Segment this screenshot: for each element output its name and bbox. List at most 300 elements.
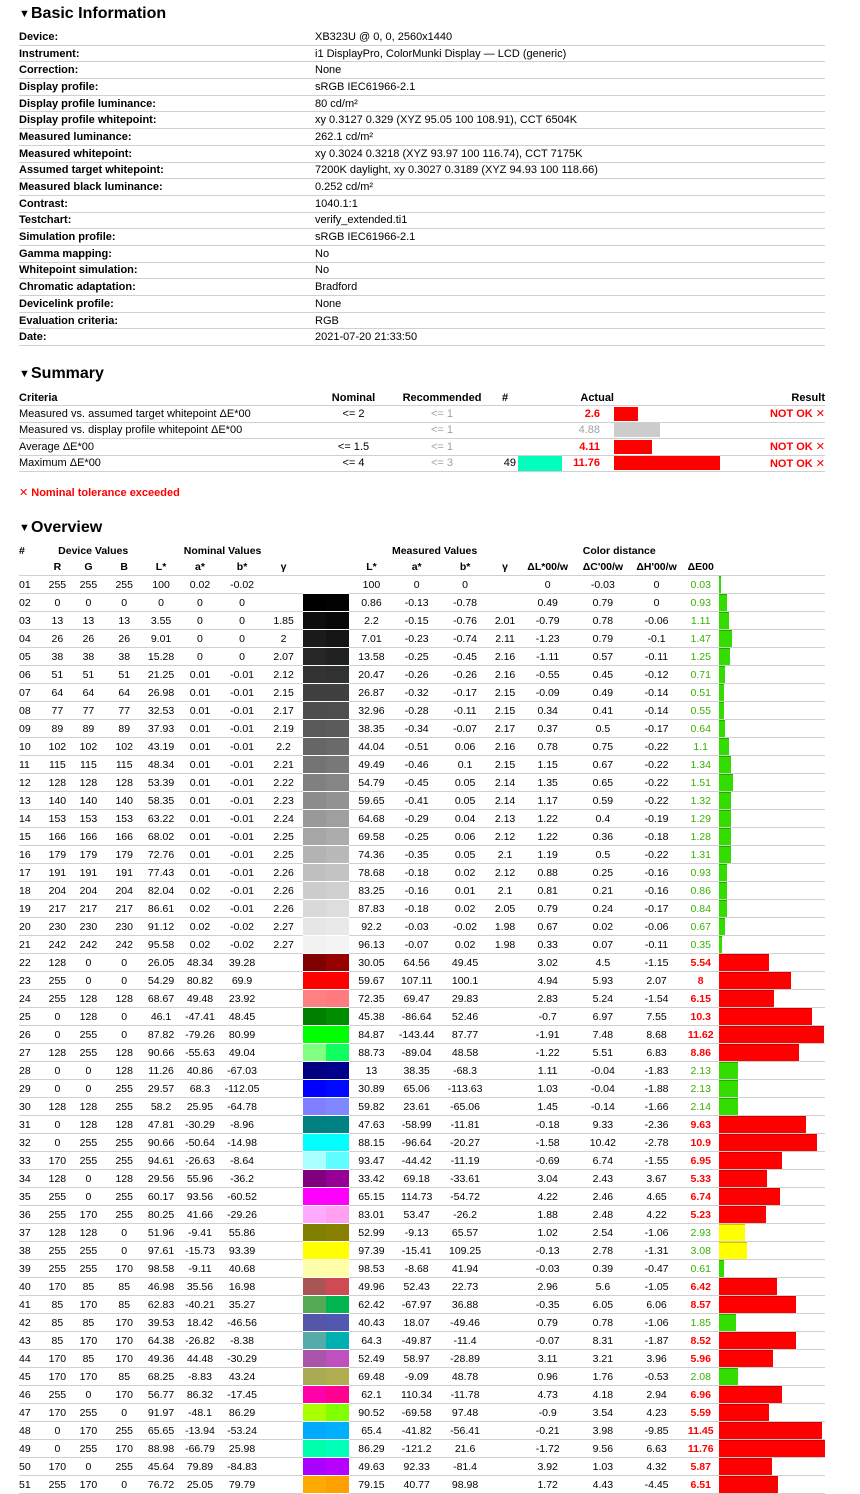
measured-gamma — [490, 1476, 519, 1494]
nominal-b: 39.28 — [220, 954, 264, 972]
criteria-cell: Maximum ΔE*00 — [19, 455, 315, 472]
measured-b: -0.02 — [440, 918, 491, 936]
overview-row — [19, 1152, 825, 1170]
delta-e: 11.62 — [683, 1026, 719, 1044]
delta-e-bar-cell — [719, 1026, 825, 1044]
color-swatch — [303, 576, 349, 594]
device-g: 0 — [71, 1170, 107, 1188]
row-number: 12 — [19, 774, 44, 792]
nominal-gamma — [264, 954, 303, 972]
delta-h: -0.06 — [630, 918, 683, 936]
delta-e-bar — [719, 810, 731, 827]
color-swatch — [303, 594, 349, 612]
collapse-triangle-icon[interactable]: ▼ — [19, 522, 30, 534]
measured-swatch — [326, 1008, 349, 1025]
nominal-swatch — [303, 702, 326, 719]
collapse-triangle-icon[interactable]: ▼ — [19, 8, 30, 20]
nominal-gamma — [264, 1224, 303, 1242]
delta-e-bar-cell — [719, 702, 825, 720]
color-swatch — [303, 1296, 349, 1314]
info-row — [19, 112, 825, 129]
delta-l: 0.79 — [520, 900, 576, 918]
nominal-swatch — [303, 792, 326, 809]
nominal-l: 95.58 — [142, 936, 180, 954]
delta-e-bar-cell — [719, 1386, 825, 1404]
result-cell: NOT OK ✕ — [724, 406, 825, 423]
measured-a: -44.42 — [394, 1152, 440, 1170]
delta-e-bar-cell — [719, 576, 825, 594]
device-r: 0 — [44, 594, 70, 612]
color-swatch — [303, 1458, 349, 1476]
device-g: 255 — [71, 1260, 107, 1278]
measured-l: 49.96 — [349, 1278, 393, 1296]
delta-e-bar — [719, 1062, 738, 1079]
device-r: 170 — [44, 1368, 70, 1386]
nominal-gamma — [264, 1476, 303, 1494]
actual-bar — [614, 423, 660, 437]
color-swatch — [303, 936, 349, 954]
nominal-gamma: 2.07 — [264, 648, 303, 666]
nominal-b: 0 — [220, 594, 264, 612]
delta-e-bar — [719, 1314, 736, 1331]
overview-row — [19, 1458, 825, 1476]
measured-gamma — [490, 1188, 519, 1206]
measured-gamma: 2.16 — [490, 648, 519, 666]
measured-b: -49.46 — [440, 1314, 491, 1332]
delta-e: 1.47 — [683, 630, 719, 648]
delta-e-bar — [719, 1422, 822, 1439]
nominal-swatch — [303, 1044, 326, 1061]
delta-l: -1.58 — [520, 1134, 576, 1152]
delta-c: 0.36 — [576, 828, 631, 846]
measured-a: 0 — [394, 576, 440, 594]
overview-row — [19, 936, 825, 954]
color-swatch — [303, 1476, 349, 1494]
nominal-swatch — [303, 756, 326, 773]
nominal-a: 25.05 — [180, 1476, 220, 1494]
nominal-l: 100 — [142, 576, 180, 594]
bar-header — [614, 390, 724, 406]
nominal-a: 55.96 — [180, 1170, 220, 1188]
device-b: 0 — [106, 1242, 142, 1260]
result-cell: NOT OK ✕ — [724, 455, 825, 472]
blank-header — [19, 559, 44, 576]
measured-l: 47.63 — [349, 1116, 393, 1134]
recommended-cell: <= 1 — [392, 422, 492, 439]
delta-h: -1.54 — [630, 990, 683, 1008]
nominal-l: 86.61 — [142, 900, 180, 918]
color-swatch — [303, 1206, 349, 1224]
overview-sub-header-row — [19, 559, 825, 576]
nominal-a: 0.01 — [180, 774, 220, 792]
delta-l: 1.22 — [520, 828, 576, 846]
delta-h: 8.68 — [630, 1026, 683, 1044]
delta-c: 0.78 — [576, 1314, 631, 1332]
measured-gamma — [490, 1026, 519, 1044]
overview-row — [19, 1440, 825, 1458]
nominal-gamma: 2.23 — [264, 792, 303, 810]
measured-l: 0.86 — [349, 594, 393, 612]
color-swatch — [303, 1188, 349, 1206]
measured-b: -28.89 — [440, 1350, 491, 1368]
info-label: Simulation profile: — [19, 229, 315, 246]
nominal-swatch — [303, 954, 326, 971]
row-number: 39 — [19, 1260, 44, 1278]
delta-c: 7.48 — [576, 1026, 631, 1044]
color-swatch — [303, 1440, 349, 1458]
measured-b: 0.05 — [440, 774, 491, 792]
measured-swatch — [326, 936, 349, 953]
device-r: 166 — [44, 828, 70, 846]
delta-e: 6.15 — [683, 990, 719, 1008]
nominal-gamma — [264, 1008, 303, 1026]
device-b: 0 — [106, 594, 142, 612]
delta-l: -1.11 — [520, 648, 576, 666]
delta-e-bar — [719, 1440, 825, 1457]
delta-c: -0.03 — [576, 576, 631, 594]
nominal-swatch — [303, 1170, 326, 1187]
delta-e-bar-cell — [719, 756, 825, 774]
device-r: 0 — [44, 1440, 70, 1458]
row-number: 24 — [19, 990, 44, 1008]
sub-header: a* — [394, 559, 440, 576]
nominal-b: 55.86 — [220, 1224, 264, 1242]
nominal-a: 0.01 — [180, 828, 220, 846]
nominal-a: 41.66 — [180, 1206, 220, 1224]
device-g: 170 — [71, 1476, 107, 1494]
device-b: 85 — [106, 1278, 142, 1296]
delta-e-bar — [719, 1170, 767, 1187]
criteria-cell: Measured vs. display profile whitepoint ΔE*00 — [19, 422, 315, 439]
delta-e: 10.9 — [683, 1134, 719, 1152]
collapse-triangle-icon[interactable]: ▼ — [19, 368, 30, 380]
delta-l: 2.96 — [520, 1278, 576, 1296]
delta-h: -9.85 — [630, 1422, 683, 1440]
overview-row — [19, 630, 825, 648]
delta-h: -0.12 — [630, 666, 683, 684]
measured-gamma: 2.16 — [490, 666, 519, 684]
delta-e: 0.93 — [683, 594, 719, 612]
device-b: 13 — [106, 612, 142, 630]
device-r: 128 — [44, 774, 70, 792]
nominal-b: -14.98 — [220, 1134, 264, 1152]
delta-l: -1.23 — [520, 630, 576, 648]
color-swatch — [303, 1332, 349, 1350]
nominal-a: 0.01 — [180, 810, 220, 828]
measured-a: 38.35 — [394, 1062, 440, 1080]
nominal-a: 0.01 — [180, 792, 220, 810]
device-r: 64 — [44, 684, 70, 702]
device-r: 0 — [44, 1080, 70, 1098]
sub-header: ΔH'00/w — [630, 559, 683, 576]
measured-b: 21.6 — [440, 1440, 491, 1458]
nominal-l: 29.57 — [142, 1080, 180, 1098]
device-b: 170 — [106, 1314, 142, 1332]
measured-a: 18.07 — [394, 1314, 440, 1332]
sub-header: ΔL*00/w — [520, 559, 576, 576]
measured-swatch — [326, 576, 349, 593]
delta-h: -0.17 — [630, 720, 683, 738]
delta-e-bar — [719, 882, 727, 899]
overview-row — [19, 792, 825, 810]
nominal-l: 60.17 — [142, 1188, 180, 1206]
delta-e-bar-cell — [719, 666, 825, 684]
delta-e-bar-cell — [719, 954, 825, 972]
delta-e-bar-cell — [719, 1044, 825, 1062]
measured-a: -89.04 — [394, 1044, 440, 1062]
measured-swatch — [326, 1170, 349, 1187]
color-swatch — [303, 1314, 349, 1332]
nominal-l: 63.22 — [142, 810, 180, 828]
device-g: 217 — [71, 900, 107, 918]
nominal-header: Nominal — [315, 390, 392, 406]
device-g: 128 — [71, 1116, 107, 1134]
delta-h: -0.22 — [630, 738, 683, 756]
actual-bar — [614, 456, 720, 470]
delta-e: 8 — [683, 972, 719, 990]
nominal-a: 0.02 — [180, 918, 220, 936]
overview-row — [19, 900, 825, 918]
nominal-a: -30.29 — [180, 1116, 220, 1134]
count-cell — [492, 406, 518, 423]
delta-c: 0.57 — [576, 648, 631, 666]
measured-swatch — [326, 1044, 349, 1061]
measured-a: -0.25 — [394, 828, 440, 846]
measured-b: 49.45 — [440, 954, 491, 972]
device-b: 255 — [106, 1422, 142, 1440]
measured-gamma: 2.13 — [490, 810, 519, 828]
nominal-gamma: 2.26 — [264, 864, 303, 882]
nominal-swatch — [303, 612, 326, 629]
delta-e: 1.34 — [683, 756, 719, 774]
delta-e-bar-cell — [719, 1440, 825, 1458]
overview-heading[interactable] — [19, 518, 102, 538]
nominal-gamma — [264, 1098, 303, 1116]
device-b: 0 — [106, 1476, 142, 1494]
nominal-swatch — [303, 684, 326, 701]
nominal-l: 9.01 — [142, 630, 180, 648]
delta-l: 4.22 — [520, 1188, 576, 1206]
delta-h: 4.23 — [630, 1404, 683, 1422]
info-value: 0.252 cd/m² — [315, 179, 825, 196]
nominal-l: 51.96 — [142, 1224, 180, 1242]
delta-h: 6.63 — [630, 1440, 683, 1458]
info-value: None — [315, 296, 825, 313]
measured-b: -81.4 — [440, 1458, 491, 1476]
nominal-swatch — [303, 1152, 326, 1169]
measured-gamma: 2.11 — [490, 630, 519, 648]
measured-l: 40.43 — [349, 1314, 393, 1332]
measured-b: -54.72 — [440, 1188, 491, 1206]
measured-swatch — [326, 1314, 349, 1331]
measured-b: -56.41 — [440, 1422, 491, 1440]
nominal-a: 0 — [180, 648, 220, 666]
device-b: 102 — [106, 738, 142, 756]
delta-c: 1.03 — [576, 1458, 631, 1476]
summary-table — [19, 390, 825, 472]
measured-gamma — [490, 1440, 519, 1458]
nominal-gamma — [264, 1152, 303, 1170]
measured-l: 92.2 — [349, 918, 393, 936]
measured-b: -11.81 — [440, 1116, 491, 1134]
info-value: 1040.1:1 — [315, 195, 825, 212]
nominal-gamma: 2.22 — [264, 774, 303, 792]
device-r: 255 — [44, 1242, 70, 1260]
row-number: 20 — [19, 918, 44, 936]
delta-e: 0.51 — [683, 684, 719, 702]
measured-gamma — [490, 1206, 519, 1224]
row-number: 16 — [19, 846, 44, 864]
nominal-l: 56.77 — [142, 1386, 180, 1404]
delta-e: 6.74 — [683, 1188, 719, 1206]
row-number: 13 — [19, 792, 44, 810]
delta-l: 1.02 — [520, 1224, 576, 1242]
measured-a: -0.18 — [394, 900, 440, 918]
delta-l: -1.72 — [520, 1440, 576, 1458]
nominal-b: 80.99 — [220, 1026, 264, 1044]
nominal-swatch — [303, 1098, 326, 1115]
measured-b: -65.06 — [440, 1098, 491, 1116]
measured-l: 86.29 — [349, 1440, 393, 1458]
measured-gamma — [490, 1116, 519, 1134]
measured-gamma — [490, 1386, 519, 1404]
nominal-a: 48.34 — [180, 954, 220, 972]
info-value: Bradford — [315, 279, 825, 296]
sub-header: R — [44, 559, 70, 576]
measured-b: -0.26 — [440, 666, 491, 684]
measured-b: -0.78 — [440, 594, 491, 612]
delta-e: 1.29 — [683, 810, 719, 828]
nominal-gamma — [264, 1368, 303, 1386]
device-r: 77 — [44, 702, 70, 720]
device-b: 85 — [106, 1368, 142, 1386]
overview-row — [19, 1368, 825, 1386]
delta-c: 6.05 — [576, 1296, 631, 1314]
measured-b: 109.25 — [440, 1242, 491, 1260]
delta-e: 3.08 — [683, 1242, 719, 1260]
measured-swatch — [326, 684, 349, 701]
basic-information-heading[interactable] — [19, 4, 166, 24]
info-row — [19, 229, 825, 246]
nominal-l: 54.29 — [142, 972, 180, 990]
row-number: 33 — [19, 1152, 44, 1170]
overview-row — [19, 828, 825, 846]
summary-header-row — [19, 390, 825, 406]
nominal-l: 90.66 — [142, 1044, 180, 1062]
nominal-gamma — [264, 1116, 303, 1134]
info-value: XB323U @ 0, 0, 2560x1440 — [315, 29, 825, 45]
device-g: 166 — [71, 828, 107, 846]
nominal-a: 0.01 — [180, 702, 220, 720]
device-g: 0 — [71, 1062, 107, 1080]
delta-h: -0.06 — [630, 612, 683, 630]
delta-e-bar-cell — [719, 1422, 825, 1440]
device-b: 115 — [106, 756, 142, 774]
nominal-gamma — [264, 1296, 303, 1314]
info-value: sRGB IEC61966-2.1 — [315, 79, 825, 96]
measured-a: -0.25 — [394, 648, 440, 666]
row-number: 49 — [19, 1440, 44, 1458]
measured-b: 0.1 — [440, 756, 491, 774]
nominal-gamma — [264, 576, 303, 594]
info-label: Display profile luminance: — [19, 95, 315, 112]
delta-l: 4.94 — [520, 972, 576, 990]
summary-heading[interactable] — [19, 364, 104, 384]
device-g: 26 — [71, 630, 107, 648]
color-swatch — [303, 846, 349, 864]
nominal-a: 86.32 — [180, 1386, 220, 1404]
nominal-l: 29.56 — [142, 1170, 180, 1188]
nominal-l: 49.36 — [142, 1350, 180, 1368]
delta-e-bar — [719, 1044, 799, 1061]
nominal-l: 97.61 — [142, 1242, 180, 1260]
device-g: 255 — [71, 1044, 107, 1062]
measured-a: -0.32 — [394, 684, 440, 702]
device-r: 128 — [44, 1224, 70, 1242]
row-number: 26 — [19, 1026, 44, 1044]
measured-b: 52.46 — [440, 1008, 491, 1026]
overview-row — [19, 684, 825, 702]
delta-l: -0.03 — [520, 1260, 576, 1278]
delta-l: 0.81 — [520, 882, 576, 900]
nominal-a: -47.41 — [180, 1008, 220, 1026]
delta-e: 8.57 — [683, 1296, 719, 1314]
measured-swatch — [326, 1224, 349, 1241]
nominal-b: -0.01 — [220, 666, 264, 684]
measured-b: -26.2 — [440, 1206, 491, 1224]
measured-b: 0.01 — [440, 882, 491, 900]
overview-row — [19, 738, 825, 756]
measured-b: 100.1 — [440, 972, 491, 990]
info-label: Gamma mapping: — [19, 245, 315, 262]
info-row — [19, 212, 825, 229]
measured-a: -8.68 — [394, 1260, 440, 1278]
info-row — [19, 195, 825, 212]
delta-e: 0.64 — [683, 720, 719, 738]
nominal-l: 98.58 — [142, 1260, 180, 1278]
color-swatch — [303, 828, 349, 846]
delta-e-bar-cell — [719, 1116, 825, 1134]
result-cell: NOT OK ✕ — [724, 439, 825, 456]
measured-l: 26.87 — [349, 684, 393, 702]
nominal-a: -26.82 — [180, 1332, 220, 1350]
delta-l: -0.18 — [520, 1116, 576, 1134]
measured-a: -0.23 — [394, 630, 440, 648]
recommended-header: Recommended — [392, 390, 492, 406]
delta-l: 0.33 — [520, 936, 576, 954]
nominal-b: -53.24 — [220, 1422, 264, 1440]
nominal-b: -0.01 — [220, 792, 264, 810]
device-b: 128 — [106, 990, 142, 1008]
measured-gamma: 2.05 — [490, 900, 519, 918]
overview-row — [19, 720, 825, 738]
device-g: 255 — [71, 576, 107, 594]
row-number: 31 — [19, 1116, 44, 1134]
overview-row — [19, 1332, 825, 1350]
measured-gamma: 2.14 — [490, 792, 519, 810]
measured-swatch — [326, 774, 349, 791]
delta-l: -0.9 — [520, 1404, 576, 1422]
row-number: 50 — [19, 1458, 44, 1476]
nominal-gamma — [264, 1242, 303, 1260]
nominal-swatch — [303, 810, 326, 827]
delta-e-bar — [719, 1386, 782, 1403]
delta-l: 3.02 — [520, 954, 576, 972]
sub-header: b* — [440, 559, 491, 576]
overview-row — [19, 1278, 825, 1296]
info-label: Whitepoint simulation: — [19, 262, 315, 279]
num-header: # — [19, 545, 25, 557]
